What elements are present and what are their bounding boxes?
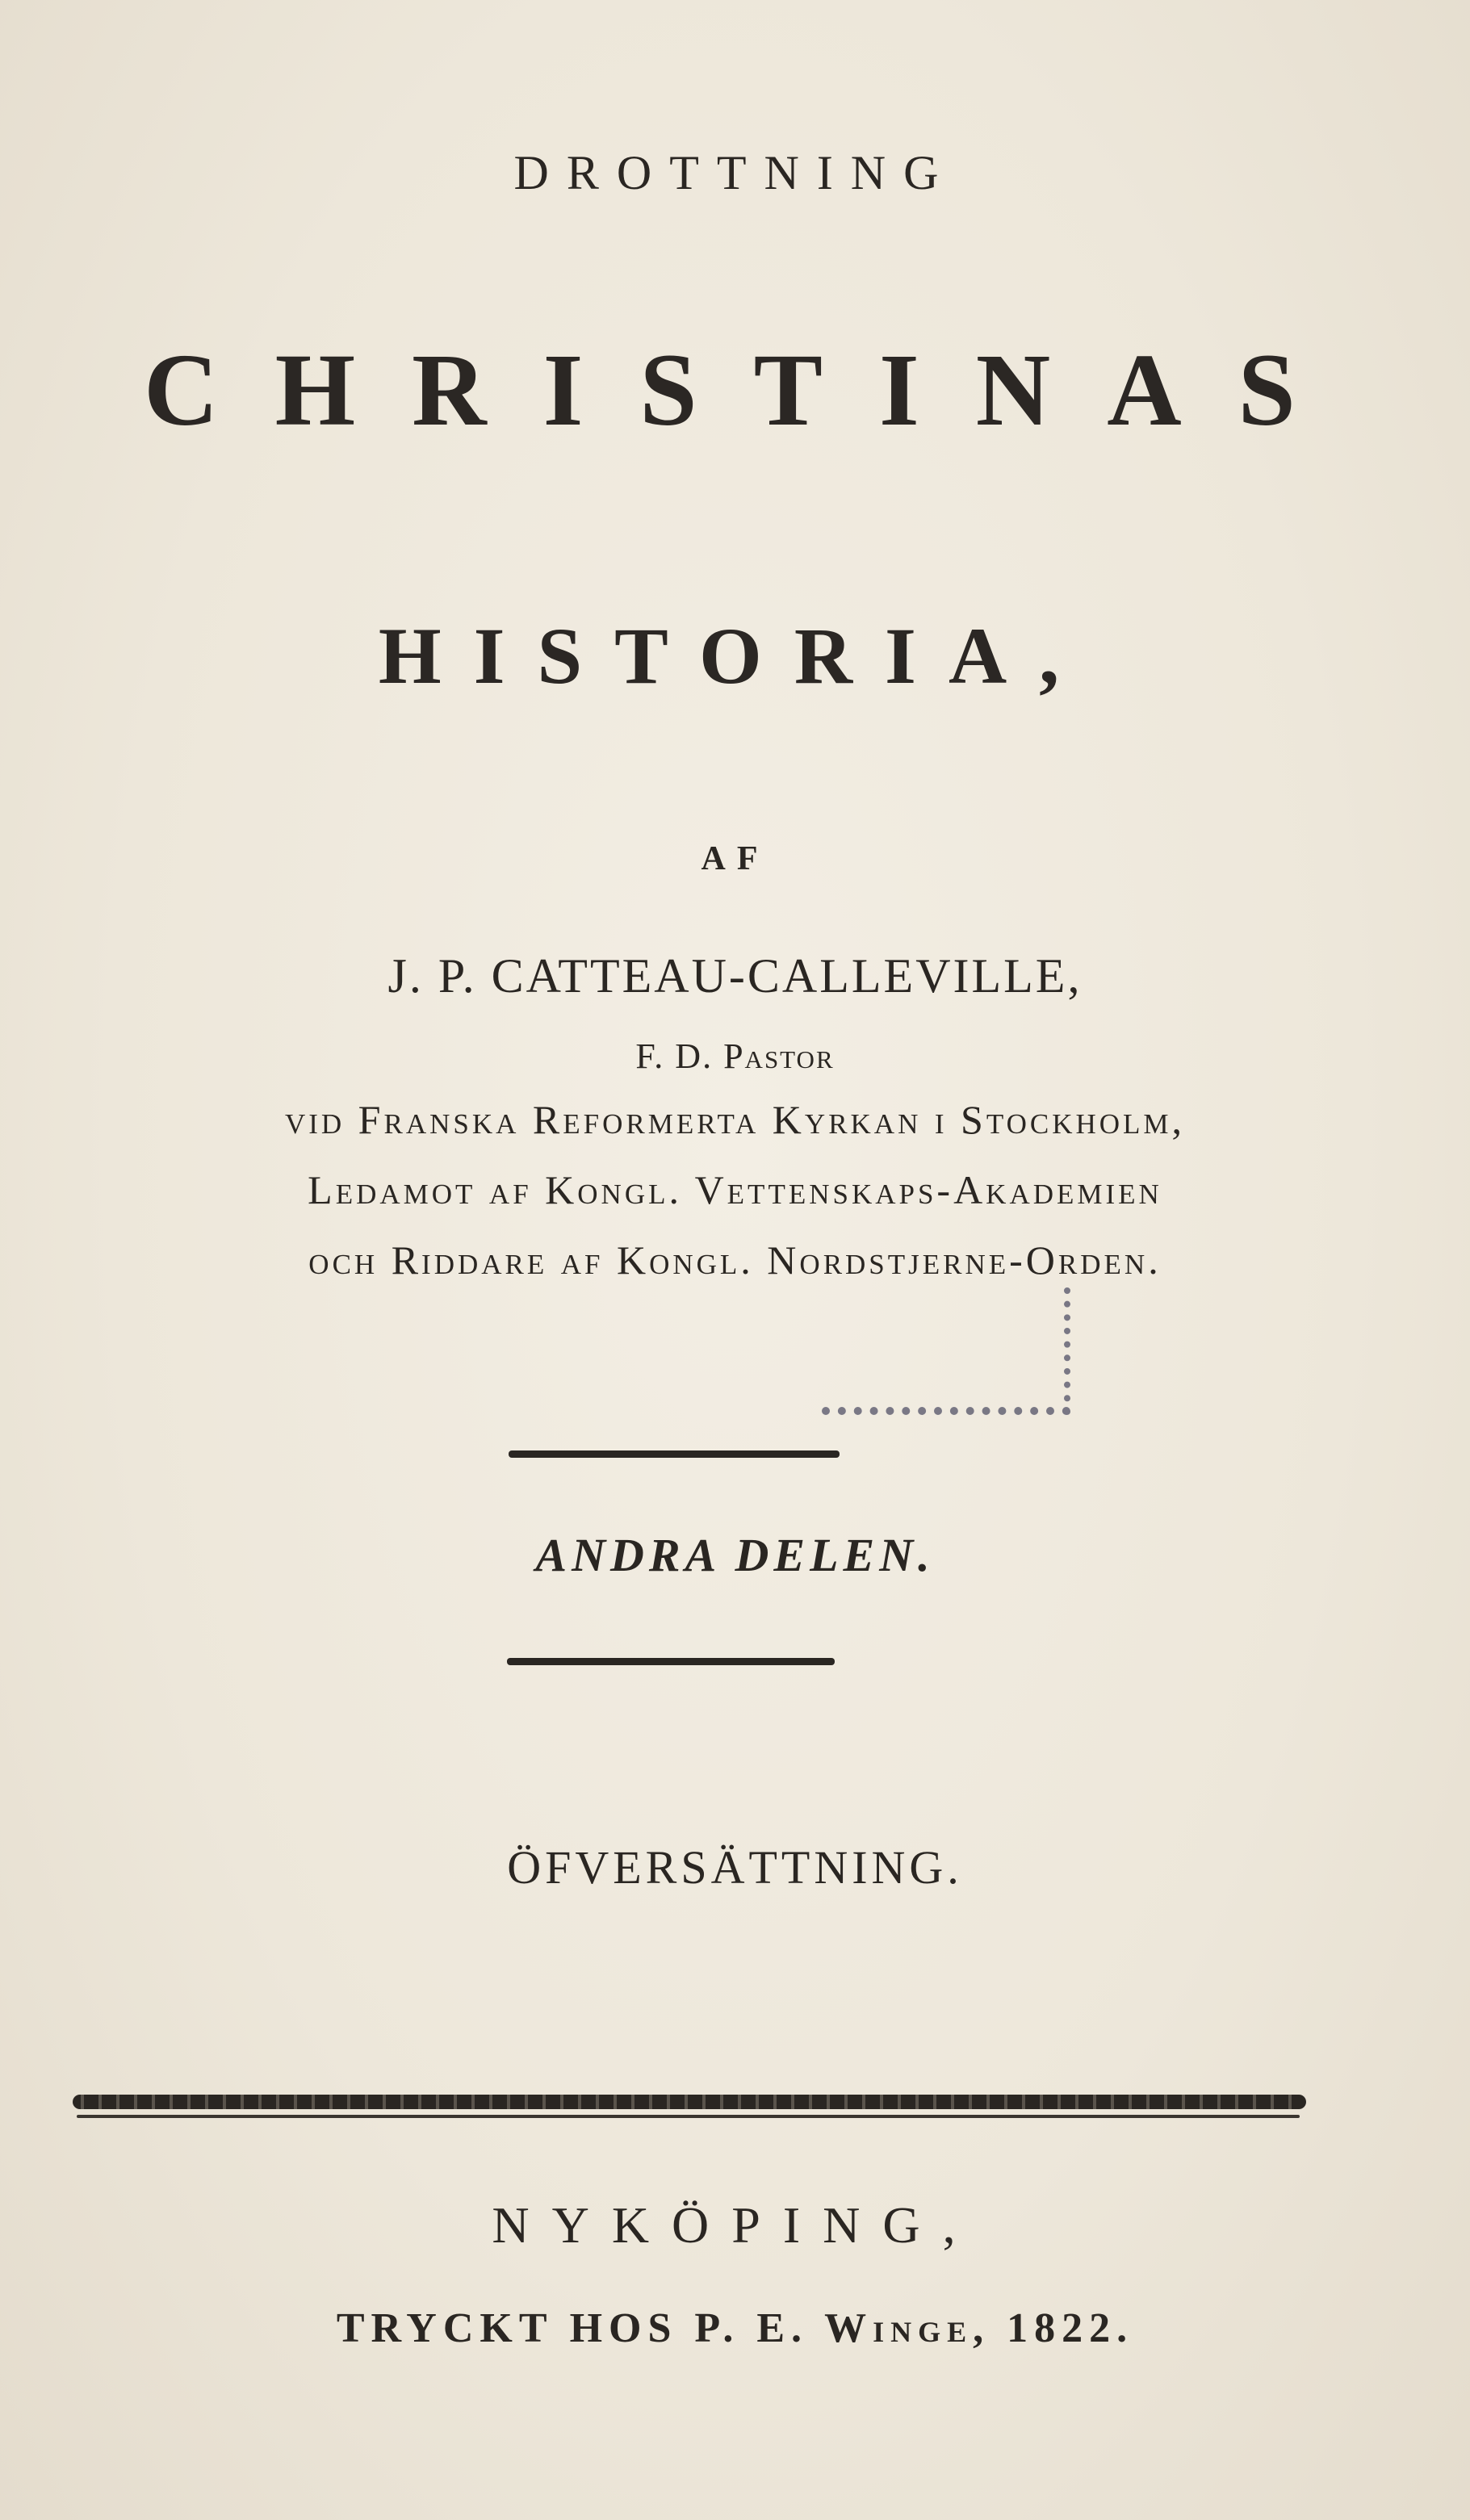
volume-label: ANDRA DELEN. xyxy=(535,1529,935,1581)
author-credential-church: vid Franska Reformerta Kyrkan i Stockholm, xyxy=(284,1097,1186,1142)
by-line: AF xyxy=(701,840,769,877)
author-credential-academy: Ledamot af Kongl. Vettenskaps-Akademien xyxy=(308,1167,1162,1212)
title-line-christinas: CHRISTINAS xyxy=(144,333,1352,447)
library-stamp xyxy=(822,1287,1070,1415)
imprint-printer: TRYCKT HOS P. E. Winge, 1822. xyxy=(336,2305,1134,2351)
title-line-drottning: DROTTNING xyxy=(513,146,957,199)
ornamental-rule xyxy=(507,1658,835,1665)
author-credential-order: och Riddare af Kongl. Nordstjerne-Orden. xyxy=(308,1237,1162,1283)
ornamental-rule xyxy=(509,1450,840,1458)
decorative-divider xyxy=(73,2095,1306,2109)
author-credential-pastor: F. D. Pastor xyxy=(635,1036,835,1076)
translation-note: ÖFVERSÄTTNING. xyxy=(507,1841,963,1894)
decorative-divider-underline xyxy=(77,2115,1300,2118)
title-line-historia: HISTORIA, xyxy=(378,611,1092,701)
author-name: J. P. CATTEAU-CALLEVILLE, xyxy=(387,949,1083,1003)
imprint-place: NYKÖPING, xyxy=(492,2196,978,2254)
